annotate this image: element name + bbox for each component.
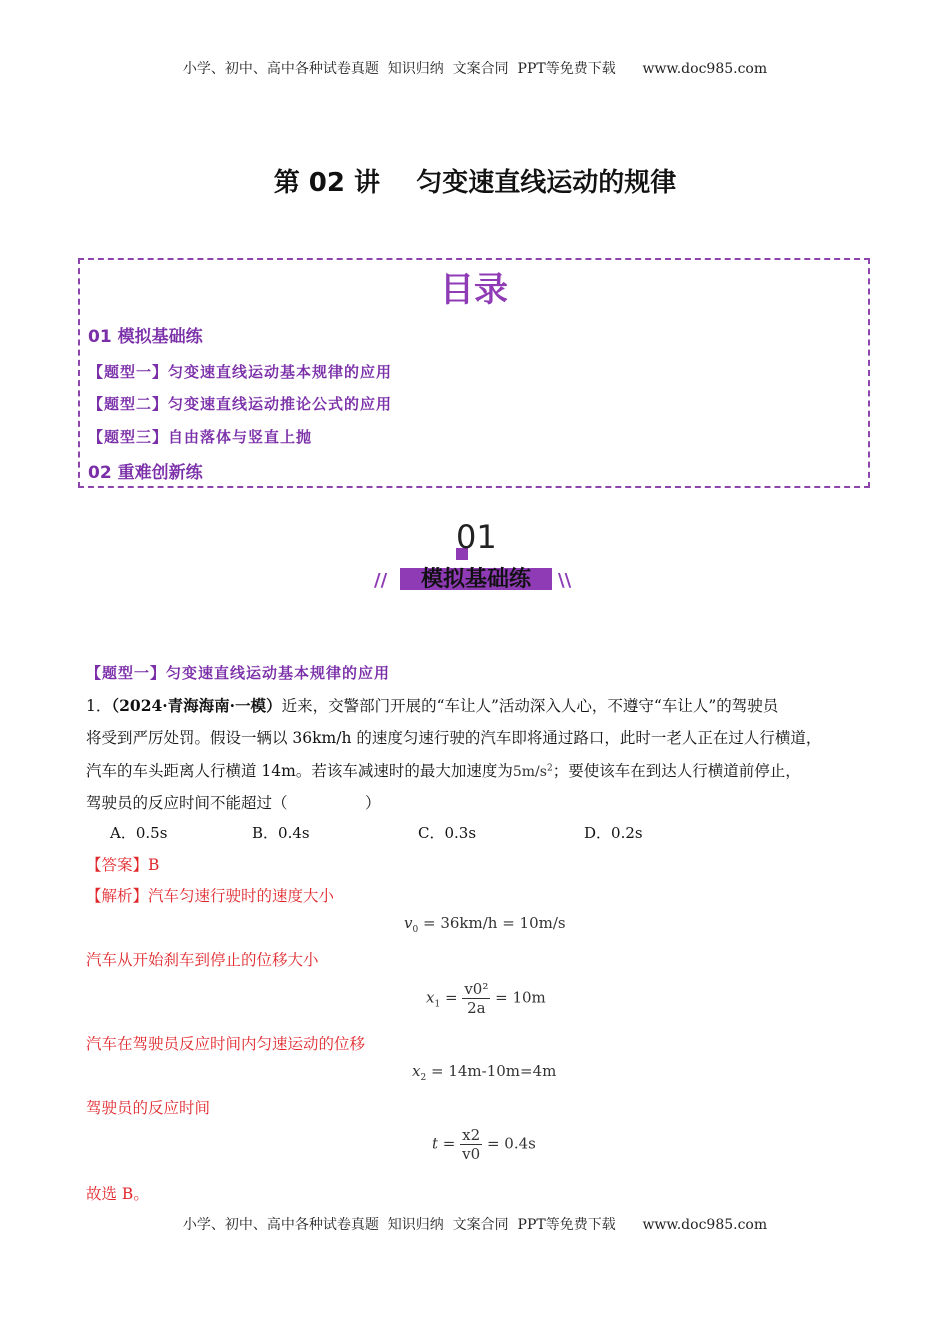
explanation-step-3: 汽车在驾驶员反应时间内匀速运动的位移: [86, 1035, 366, 1053]
option-c[interactable]: C．0.3s: [418, 824, 477, 842]
question-number: 1．: [86, 697, 112, 715]
page-header: 小学、初中、高中各种试卷真题 知识归纳 文案合同 PPT等免费下载 www.doc985.com: [182, 61, 768, 77]
explanation-step-4: 驾驶员的反应时间: [86, 1099, 211, 1117]
toc-item-type-2[interactable]: 【题型二】匀变速直线运动推论公式的应用: [88, 395, 393, 413]
question-line-3: 汽车的车头距离人行横道 14m。若该车减速时的最大加速度为$5m/s^2$；要使该车在到达人行横道前停止，: [86, 762, 801, 780]
toc-item-section-01[interactable]: 01 模拟基础练: [88, 327, 203, 347]
formula-braking-distance: $x_1$ = $\frac{\text{v0²}}{2a}$ = 10m: [426, 980, 546, 1017]
question-source: （2024·青海海南·一模）: [111, 696, 282, 715]
question-line-4: 驾驶员的反应时间不能超过（ ）: [86, 794, 381, 812]
formula-reaction-distance: $x_2 = 14m-10m=4m$: [412, 1062, 557, 1083]
page-footer: 小学、初中、高中各种试卷真题 知识归纳 文案合同 PPT等免费下载 www.doc985.com: [182, 1217, 768, 1233]
page-title: 第 02 讲 匀变速直线运动的规律: [273, 168, 677, 198]
question-line-2: 将受到严厉处罚。假设一辆以 36km/h 的速度匀速行驶的汽车即将通过路口，此时一老人正在过人行横道，: [86, 729, 822, 747]
formula-reaction-time: t = $\frac{x2}{v0}$ = 0.4s: [432, 1126, 536, 1163]
banner-number: 01: [456, 518, 497, 556]
answer-value: B: [148, 856, 160, 874]
slash-decoration-right: \\: [558, 570, 572, 591]
option-d[interactable]: D．0.2s: [584, 824, 643, 842]
toc-item-type-3[interactable]: 【题型三】自由落体与竖直上抛: [88, 428, 313, 446]
toc-heading: 目录: [440, 270, 508, 310]
toc-item-type-1[interactable]: 【题型一】匀变速直线运动基本规律的应用: [88, 363, 393, 381]
toc-item-section-02[interactable]: 02 重难创新练: [88, 463, 203, 483]
question-type-heading: 【题型一】匀变速直线运动基本规律的应用: [86, 664, 391, 682]
explanation-step-1: 【解析】汽车匀速行驶时的速度大小: [86, 887, 335, 905]
option-a[interactable]: A．0.5s: [110, 824, 168, 842]
option-b[interactable]: B．0.4s: [252, 824, 310, 842]
formula-velocity: $v_0 = 36km/h = 10m/s$: [404, 914, 566, 935]
question-line-1: 1．（2024·青海海南·一模）近来，交警部门开展的“车让人”活动深入人心，不遵守“车让人”的驾驶员: [86, 696, 779, 715]
answer-line: 【答案】B: [86, 856, 160, 874]
slash-decoration-left: //: [374, 570, 388, 591]
explanation-conclusion: 故选 B。: [86, 1185, 149, 1203]
acceleration-value: $5m/s^2$: [512, 763, 553, 780]
banner-label: 模拟基础练: [420, 567, 531, 592]
table-of-contents: [78, 258, 870, 488]
section-banner: [370, 518, 580, 598]
explanation-step-2: 汽车从开始刹车到停止的位移大小: [86, 951, 319, 969]
